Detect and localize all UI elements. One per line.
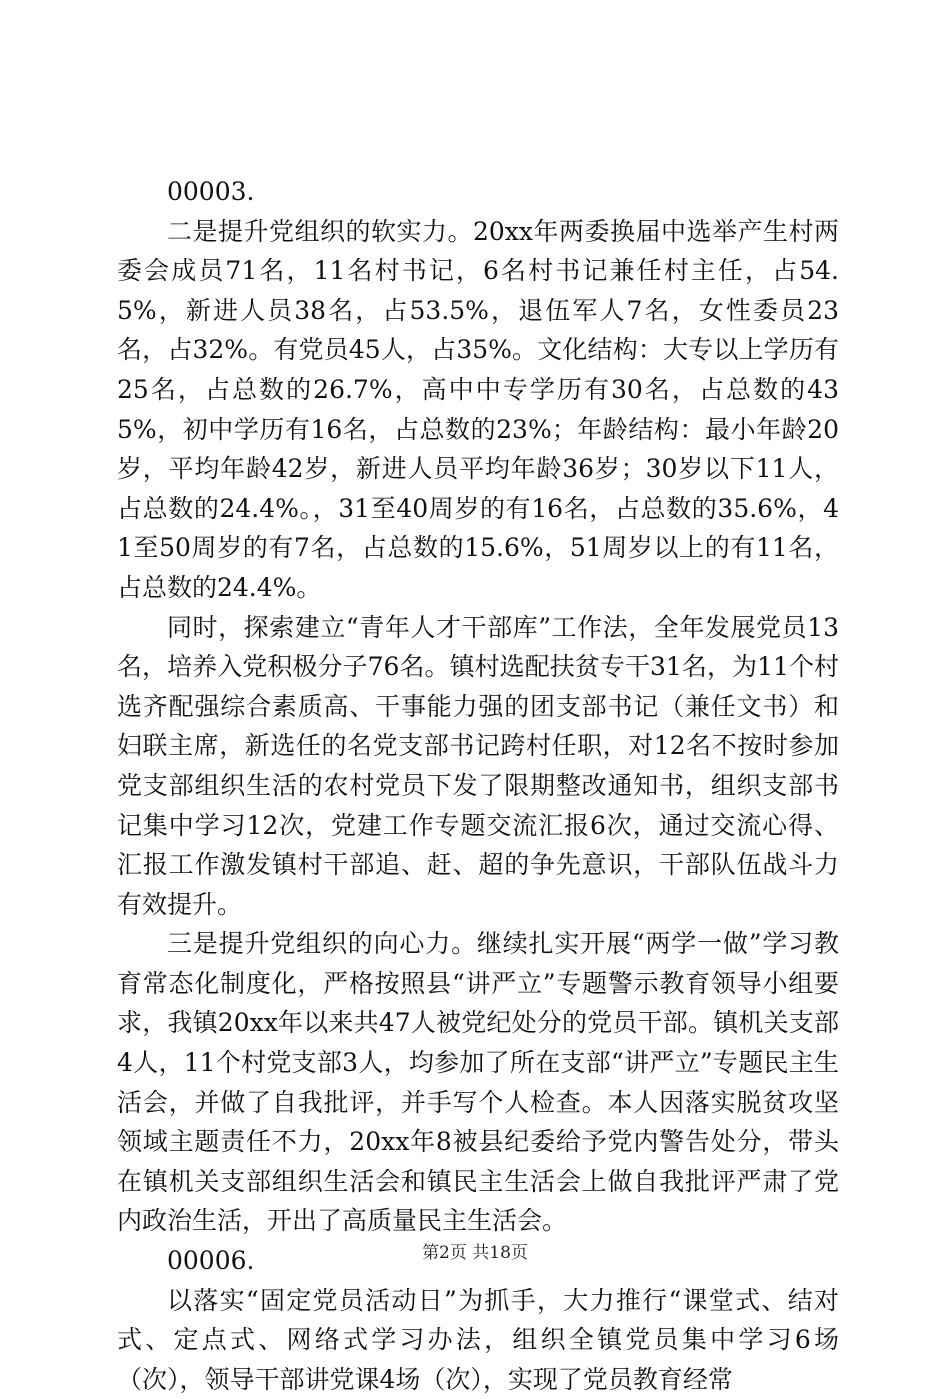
paragraph-section-number: 00003.	[167, 177, 255, 206]
paragraph-talent-pool: 同时，探索建立“青年人才干部库”工作法，全年发展党员13名，培养入党积极分子76名。镇村选配扶贫专干31名，为11个村选齐配强综合素质高、干事能力强的团支部书记（兼任文书）和妇联主席，新选任的名党支部书记跨村任职，对12名不按时参加党支部组织生活的农村党员下发了限期整改通知书，组织支部书记集中学习12次，党建工作专题交流汇报6次，通过交流心得、汇报工作激发镇村干部追、赶、超的争先意识，干部队伍战斗力有效提升。	[117, 612, 839, 919]
paragraph-soft-power: 二是提升党组织的软实力。20xx年两委换届中选举产生村两委会成员71名，11名村书记，6名村书记兼任村主任，占54.5%，新进人员38名，占53.5%，退伍军人7名，女性委员23名，占32%。有党员45人，占35%。文化结构：大专以上学历有25名，占总数的26.7%，高中中专学历有30名，占总数的435%，初中学历有16名，占总数的23%；年龄结构：最小年龄20岁，平均年龄42岁，新进人员平均年龄36岁；30岁以下11人，占总数的24.4%。，31至40周岁的有16名，占总数的35.6%，41至50周岁的有7名，占总数的15.6%，51周岁以上的有11名，占总数的24.4%。	[117, 216, 839, 602]
paragraph-party-activity-day: 以落实“固定党员活动日”为抓手，大力推行“课堂式、结对式、定点式、网络式学习办法，组织全镇党员集中学习6场（次），领导干部讲党课4场（次），实现了党员教育经常	[117, 1285, 839, 1394]
paragraph-section-number-2: 00006.	[167, 1246, 255, 1276]
page-footer	[0, 1241, 950, 1265]
page-number-label: 第2页 共18页	[422, 1243, 528, 1263]
document-body	[117, 172, 839, 1399]
paragraph-cohesion: 三是提升党组织的向心力。继续扎实开展“两学一做”学习教育常态化制度化，严格按照县“讲严立”专题警示教育领导小组要求，我镇20xx年以来共47人被党纪处分的党员干部。镇机关支部4人，11个村党支部3人，均参加了所在支部“讲严立”专题民主生活会，并做了自我批评，并手写个人检查。本人因落实脱贫攻坚领域主题责任不力，20xx年8被县纪委给予党内警告处分，带头在镇机关支部组织生活会和镇民主生活会上做自我批评严肃了党内政治生活，开出了高质量民主生活会。	[117, 929, 839, 1236]
